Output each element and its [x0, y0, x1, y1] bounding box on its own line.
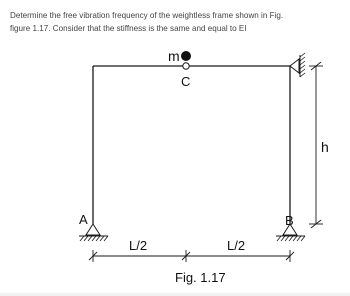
- span-right-label: L/2: [227, 238, 246, 253]
- height-label: h: [321, 139, 329, 155]
- mass-label: m: [168, 48, 180, 64]
- problem-line-1: Determine the free vibration frequency of the weightless frame shown in Fig.: [10, 11, 284, 20]
- mass-icon: [181, 51, 191, 61]
- node-a-label: A: [79, 212, 88, 227]
- span-dimension: [89, 250, 294, 262]
- node-c-label: C: [181, 74, 191, 89]
- hinge-c-icon: [183, 63, 189, 69]
- figure-caption: Fig. 1.17: [175, 270, 226, 285]
- span-left-label: L/2: [129, 238, 148, 253]
- problem-line-2: figure 1.17. Consider that the stiffness is the same and equal to EI: [10, 24, 247, 33]
- node-b-label: B: [285, 213, 294, 228]
- top-right-support-icon: [290, 53, 305, 77]
